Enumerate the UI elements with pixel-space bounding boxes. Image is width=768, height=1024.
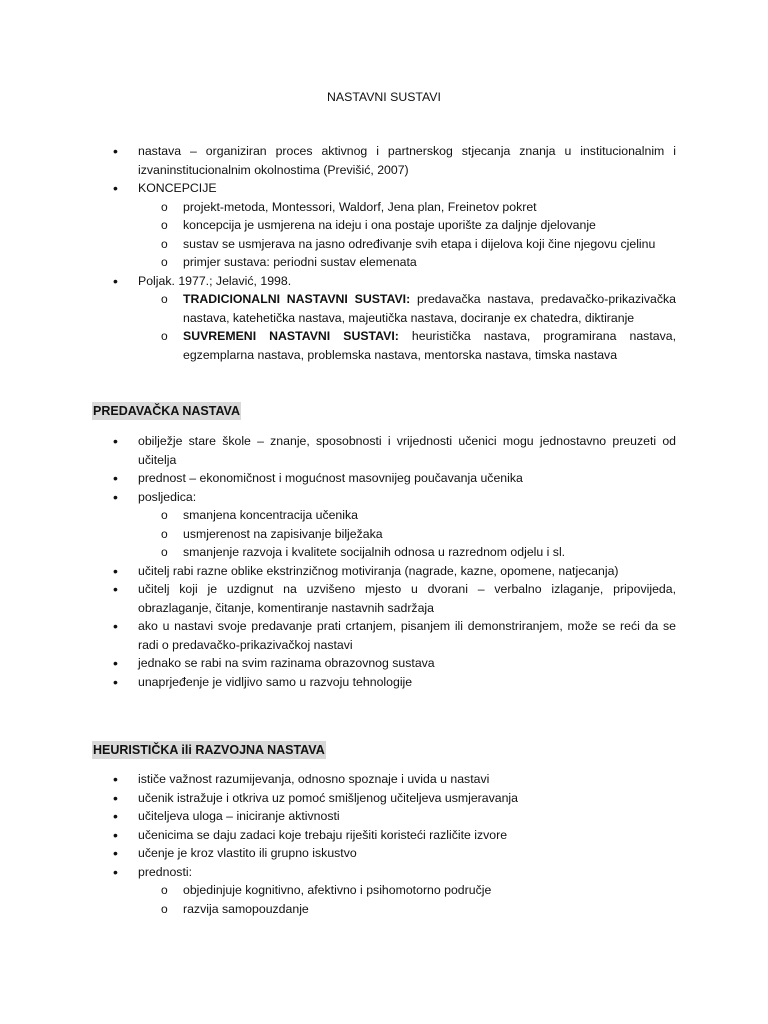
- heuristicka-list: [0, 770, 768, 918]
- list-item: [0, 673, 768, 692]
- section-heading-heuristicka: HEURISTIČKA ili RAZVOJNA NASTAVA: [93, 743, 325, 757]
- sub-list-item-text: [183, 290, 676, 327]
- list-item: [0, 580, 768, 617]
- list-item: [0, 488, 768, 562]
- sub-list-item: [138, 216, 676, 235]
- list-item-text: • učenicima se daju zadaci koje trebaju riješiti koristeći različite izvore: [138, 827, 508, 842]
- list-item: [0, 432, 768, 469]
- sub-list-item-text: o primjer sustava: periodni sustav elemenata: [183, 255, 417, 269]
- list-item-text: • Poljak. 1977.; Jelavić, 1998.: [138, 273, 292, 288]
- section-heading-predavacka: PREDAVAČKA NASTAVA: [93, 404, 240, 418]
- sub-list-item-text: o smanjena koncentracija učenika: [183, 508, 358, 522]
- list-item: [0, 826, 768, 845]
- list-item-text: • jednako se rabi na svim razinama obrazovnog sustava: [138, 656, 435, 670]
- list-item: [0, 807, 768, 826]
- section-heuristicka: [0, 770, 768, 918]
- list-item: [0, 770, 768, 789]
- list-item-text: • učitelj rabi razne oblike ekstrinzičnog motiviranja (nagrade, kazne, opomene, natjecanja): [138, 563, 619, 578]
- list-item-text: • učitelj koji je uzdignut na uzvišeno mjesto u dvorani – verbalno izlaganje, pripovijeda, obrazlaganje, čitanje, komentiranje nastavnih sadržaja: [138, 582, 676, 615]
- sub-list-item: [138, 543, 676, 562]
- list-item-text: • KONCEPCIJE: [138, 181, 217, 195]
- list-item-text: • posljedica:: [138, 489, 197, 504]
- sub-list-item: [138, 900, 676, 919]
- list-item: [0, 272, 768, 365]
- sub-list-item-text: o usmjerenost na zapisivanje bilježaka: [183, 526, 383, 541]
- list-item-text: • prednost – ekonomičnost i mogućnost masovnijeg poučavanja učenika: [138, 471, 523, 485]
- predavacka-list: [0, 432, 768, 691]
- list-item-text: • učenje je kroz vlastito ili grupno iskustvo: [138, 846, 357, 860]
- list-item-text: • unaprjeđenje je vidljivo samo u razvoju tehnologije: [138, 674, 413, 689]
- list-item: [0, 789, 768, 808]
- page-title: NASTAVNI SUSTAVI: [327, 90, 441, 104]
- list-item: [0, 863, 768, 919]
- sub-list: [138, 198, 676, 272]
- section-predavacka: [0, 432, 768, 691]
- list-item-text: • ako u nastavi svoje predavanje prati crtanjem, pisanjem ili demonstriranjem, može se reći da se radi o predavačko-prikazivačkoj nastavi: [138, 619, 676, 652]
- list-item: [0, 179, 768, 272]
- sub-list-item-text: o sustav se usmjerava na jasno određivanje svih etapa i dijelova koji čine njegovu cjelinu: [183, 236, 656, 251]
- list-item-text: • učenik istražuje i otkriva uz pomoć smišljenog učiteljeva usmjeravanja: [138, 790, 519, 805]
- sub-list-item-text: o koncepcija je usmjerena na ideju i ona postaje uporište za daljnje djelovanje: [183, 218, 596, 232]
- sub-list-item-text: o projekt-metoda, Montessori, Waldorf, Jena plan, Freinetov pokret: [183, 199, 537, 214]
- sub-list: [138, 506, 676, 562]
- sub-list-item-bold: SUVREMENI NASTAVNI SUSTAVI:: [183, 329, 399, 343]
- intro-section: [0, 142, 768, 364]
- sub-list-item-rest: predavačka nastava, predavačko-prikazivačka nastava, katehetička nastava, majeutička nastava, dociranje ex chatedra, diktiranje: [183, 292, 676, 325]
- list-item-text: • učiteljeva uloga – iniciranje aktivnosti: [138, 809, 340, 823]
- sub-list-item: [138, 235, 676, 254]
- list-item-text: • prednosti:: [138, 864, 193, 879]
- list-item: [0, 142, 768, 179]
- sub-list-item: [138, 253, 676, 272]
- sub-list-item: [138, 327, 676, 364]
- intro-list: [0, 142, 768, 364]
- sub-list-item: [138, 198, 676, 217]
- sub-list-item-text: o smanjenje razvoja i kvalitete socijalnih odnosa u razrednom odjelu i sl.: [183, 545, 566, 559]
- sub-list: [138, 881, 676, 918]
- sub-list-item: [138, 290, 676, 327]
- list-item: [0, 469, 768, 488]
- list-item: [0, 844, 768, 863]
- list-item-text: • obilježje stare škole – znanje, sposobnosti i vrijednosti učenici mogu jednostavno preuzeti od učitelja: [138, 434, 676, 467]
- sub-list-item-rest: heuristička nastava, programirana nastava, egzemplarna nastava, problemska nastava, mentorska nastava, timska nastava: [183, 329, 676, 362]
- list-item: [0, 654, 768, 673]
- sub-list-item: [138, 525, 676, 544]
- sub-list-item-text: [183, 327, 676, 364]
- list-item: [0, 562, 768, 581]
- list-item-text: • nastava – organiziran proces aktivnog i partnerskog stjecanja znanja u institucionalnim i izvaninstitucionalnim okolnostima (Previšić, 2007): [138, 144, 676, 177]
- sub-list-item: [138, 881, 676, 900]
- list-item: [0, 617, 768, 654]
- sub-list: [138, 290, 676, 364]
- sub-list-item-bold: TRADICIONALNI NASTAVNI SUSTAVI:: [183, 292, 411, 306]
- sub-list-item: [138, 506, 676, 525]
- list-item-text: • ističe važnost razumijevanja, odnosno spoznaje i uvida u nastavi: [138, 772, 490, 786]
- sub-list-item-text: o razvija samopouzdanje: [183, 901, 309, 916]
- sub-list-item-text: o objedinjuje kognitivno, afektivno i psihomotorno područje: [183, 883, 492, 897]
